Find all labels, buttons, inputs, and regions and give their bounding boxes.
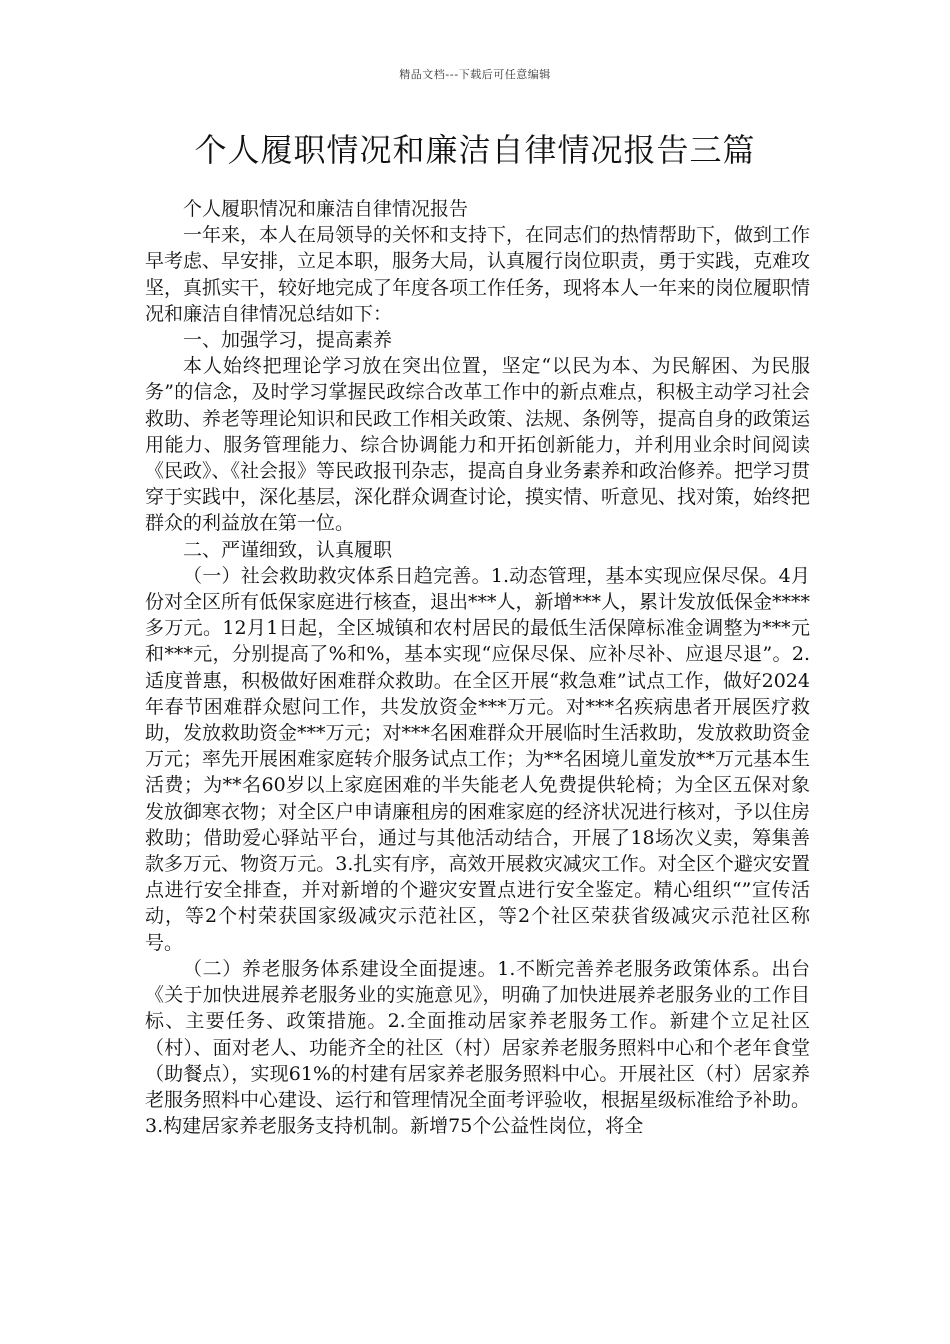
section-heading-2: 二、严谨细致，认真履职 — [183, 538, 393, 561]
subsection-1-paragraph: （一）社会救助救灾体系日趋完善。1.动态管理，基本实现应保尽保。4月份对全区所有低保家庭进行核查，退出***人，新增***人，累计发放低保金****多万元。12月1日起，全区城镇和农村居民的最低生活保障标准金调整为***元和***元，分别提高了%和%，基本实现“应保尽保、应补尽补、应退尽退”。2.适度普惠，积极做好困难群众救助。在全区开展“救急难”试点工作，做好2024年春节困难群众慰问工作，共发放资金***万元。对***名疾病患者开展医疗救助，发放救助资金***万元；对***名困难群众开展临时生活救助，发放救助资金万元；率先开展困难家庭转介服务试点工作；为**名困境儿童发放**万元基本生活费；为**名60岁以上家庭困难的半失能老人免费提供轮椅；为全区五保对象发放御寒衣物；对全区户申请廉租房的困难家庭的经济状况进行核对，予以住房救助；借助爱心驿站平台，通过与其他活动结合，开展了18场次义卖，筹集善款多万元、物资万元。3.扎实有序，高效开展救灾减灾工作。对全区个避灾安置点进行安全排查，并对新增的个避灾安置点进行安全鉴定。精心组织“”宣传活动，等2个村荣获国家级减灾示范社区，等2个社区荣获省级减灾示范社区称号。 — [145, 564, 811, 954]
header-note: 精品文档---下载后可任意编辑 — [399, 68, 551, 81]
section-heading-1: 一、加强学习，提高素养 — [183, 329, 393, 352]
document-title: 个人履职情况和廉洁自律情况报告三篇 — [194, 131, 756, 169]
subsection-2-paragraph: （二）养老服务体系建设全面提速。1.不断完善养老服务政策体系。出台《关于加快进展养老服务业的实施意见》，明确了加快进展养老服务业的工作目标、主要任务、政策措施。2.全面推动居家养老服务工作。新建个立足社区（村）、面对老人、功能齐全的社区（村）居家养老服务照料中心和个老年食堂（助餐点），实现61%的村建有居家养老服务照料中心。开展社区（村）居家养老服务照料中心建设、运行和管理情况全面考评验收，根据星级标准给予补助。3.构建居家养老服务支持机制。新增75个公益性岗位，将全 — [145, 957, 811, 1138]
report-subtitle: 个人履职情况和廉洁自律情况报告 — [183, 198, 469, 220]
intro-paragraph: 一年来，本人在局领导的关怀和支持下，在同志们的热情帮助下，做到工作早考虑、早安排，立足本职，服务大局，认真履行岗位职责，勇于实践，克难攻坚，真抓实干，较好地完成了年度各项工作任务，现将本人一年来的岗位履职情况和廉洁自律情况总结如下： — [145, 224, 811, 325]
section-1-paragraph: 本人始终把理论学习放在突出位置，坚定“以民为本、为民解困、为民服务”的信念，及时学习掌握民政综合改革工作中的新点难点，积极主动学习社会救助、养老等理论知识和民政工作相关政策、法规、条例等，提高自身的政策运用能力、服务管理能力、综合协调能力和开拓创新能力，并利用业余时间阅读《民政》、《社会报》等民政报刊杂志，提高自身业务素养和政治修养。把学习贯穿于实践中，深化基层，深化群众调查讨论，摸实情、听意见、找对策，始终把群众的利益放在第一位。 — [145, 355, 811, 535]
document-body — [145, 196, 810, 1139]
